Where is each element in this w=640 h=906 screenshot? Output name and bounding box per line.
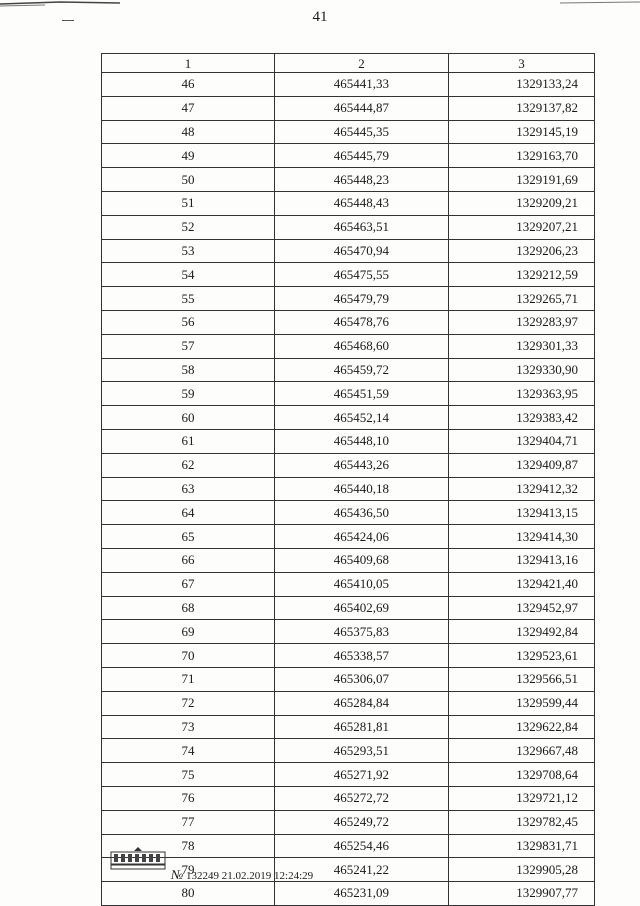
table-row — [102, 406, 595, 430]
point-number-cell: 53 — [102, 239, 275, 263]
column-header: 3 — [449, 54, 595, 73]
y-coordinate-cell: 1329207,21 — [449, 215, 595, 239]
point-number-cell: 52 — [102, 215, 275, 239]
stamp-text — [171, 867, 313, 883]
point-number-cell: 59 — [102, 382, 275, 406]
point-number-cell: 79 — [102, 858, 275, 882]
x-coordinate-cell: 465475,55 — [275, 263, 449, 287]
point-number-cell: 71 — [102, 667, 275, 691]
x-coordinate-cell: 465436,50 — [275, 501, 449, 525]
table-row — [102, 215, 595, 239]
x-coordinate-cell: 465410,05 — [275, 572, 449, 596]
y-coordinate-cell: 1329301,33 — [449, 334, 595, 358]
point-number-cell: 61 — [102, 429, 275, 453]
x-coordinate-cell: 465479,79 — [275, 287, 449, 311]
point-number-cell: 56 — [102, 310, 275, 334]
x-coordinate-cell: 465440,18 — [275, 477, 449, 501]
table-header-row — [102, 54, 595, 73]
x-coordinate-cell: 465424,06 — [275, 525, 449, 549]
y-coordinate-cell: 1329708,64 — [449, 763, 595, 787]
x-coordinate-cell: 465241,22 — [275, 858, 449, 882]
x-coordinate-cell: 465451,59 — [275, 382, 449, 406]
y-coordinate-cell: 1329599,44 — [449, 691, 595, 715]
point-number-cell: 48 — [102, 120, 275, 144]
x-coordinate-cell: 465272,72 — [275, 786, 449, 810]
y-coordinate-cell: 1329209,21 — [449, 191, 595, 215]
point-number-cell: 73 — [102, 715, 275, 739]
coordinates-table — [101, 53, 595, 906]
point-number-cell: 69 — [102, 620, 275, 644]
x-coordinate-cell: 465249,72 — [275, 810, 449, 834]
y-coordinate-cell: 1329721,12 — [449, 786, 595, 810]
table-row — [102, 810, 595, 834]
point-number-cell: 66 — [102, 548, 275, 572]
point-number-cell: 65 — [102, 525, 275, 549]
table-row — [102, 168, 595, 192]
number-sign: № — [171, 867, 184, 882]
column-header: 1 — [102, 54, 275, 73]
y-coordinate-cell: 1329409,87 — [449, 453, 595, 477]
table-row — [102, 263, 595, 287]
table-row — [102, 548, 595, 572]
x-coordinate-cell: 465443,26 — [275, 453, 449, 477]
point-number-cell: 75 — [102, 763, 275, 787]
y-coordinate-cell: 1329421,40 — [449, 572, 595, 596]
table-row — [102, 73, 595, 97]
point-number-cell: 50 — [102, 168, 275, 192]
y-coordinate-cell: 1329404,71 — [449, 429, 595, 453]
point-number-cell: 54 — [102, 263, 275, 287]
x-coordinate-cell: 465444,87 — [275, 96, 449, 120]
point-number-cell: 70 — [102, 644, 275, 668]
x-coordinate-cell: 465470,94 — [275, 239, 449, 263]
point-number-cell: 76 — [102, 786, 275, 810]
point-number-cell: 77 — [102, 810, 275, 834]
y-coordinate-cell: 1329905,28 — [449, 858, 595, 882]
y-coordinate-cell: 1329523,61 — [449, 644, 595, 668]
table-row — [102, 144, 595, 168]
table-row — [102, 287, 595, 311]
y-coordinate-cell: 1329412,32 — [449, 477, 595, 501]
point-number-cell: 63 — [102, 477, 275, 501]
table-row — [102, 429, 595, 453]
x-coordinate-cell: 465306,07 — [275, 667, 449, 691]
table-row — [102, 786, 595, 810]
x-coordinate-cell: 465445,79 — [275, 144, 449, 168]
page-number: 41 — [312, 9, 328, 25]
point-number-cell: 60 — [102, 406, 275, 430]
y-coordinate-cell: 1329265,71 — [449, 287, 595, 311]
point-number-cell: 67 — [102, 572, 275, 596]
x-coordinate-cell: 465402,69 — [275, 596, 449, 620]
y-coordinate-cell: 1329145,19 — [449, 120, 595, 144]
registry-seal-logo — [109, 845, 167, 871]
point-number-cell: 46 — [102, 73, 275, 97]
y-coordinate-cell: 1329622,84 — [449, 715, 595, 739]
point-number-cell: 68 — [102, 596, 275, 620]
table-row — [102, 120, 595, 144]
point-number-cell: 49 — [102, 144, 275, 168]
y-coordinate-cell: 1329566,51 — [449, 667, 595, 691]
table-row — [102, 763, 595, 787]
point-number-cell: 47 — [102, 96, 275, 120]
point-number-cell: 58 — [102, 358, 275, 382]
y-coordinate-cell: 1329782,45 — [449, 810, 595, 834]
x-coordinate-cell: 465468,60 — [275, 334, 449, 358]
x-coordinate-cell: 465231,09 — [275, 882, 449, 906]
point-number-cell: 80 — [102, 882, 275, 906]
y-coordinate-cell: 1329492,84 — [449, 620, 595, 644]
x-coordinate-cell: 465452,14 — [275, 406, 449, 430]
point-number-cell: 62 — [102, 453, 275, 477]
table-row — [102, 382, 595, 406]
x-coordinate-cell: 465284,84 — [275, 691, 449, 715]
table-row — [102, 667, 595, 691]
x-coordinate-cell: 465338,57 — [275, 644, 449, 668]
table-row — [102, 525, 595, 549]
table-row — [102, 715, 595, 739]
point-number-cell: 64 — [102, 501, 275, 525]
x-coordinate-cell: 465448,10 — [275, 429, 449, 453]
y-coordinate-cell: 1329667,48 — [449, 739, 595, 763]
y-coordinate-cell: 1329330,90 — [449, 358, 595, 382]
table-row — [102, 477, 595, 501]
y-coordinate-cell: 1329163,70 — [449, 144, 595, 168]
point-number-cell: 72 — [102, 691, 275, 715]
y-coordinate-cell: 1329907,77 — [449, 882, 595, 906]
table-row — [102, 644, 595, 668]
y-coordinate-cell: 1329383,42 — [449, 406, 595, 430]
x-coordinate-cell: 465478,76 — [275, 310, 449, 334]
y-coordinate-cell: 1329413,16 — [449, 548, 595, 572]
x-coordinate-cell: 465281,81 — [275, 715, 449, 739]
y-coordinate-cell: 1329133,24 — [449, 73, 595, 97]
x-coordinate-cell: 465445,35 — [275, 120, 449, 144]
y-coordinate-cell: 1329414,30 — [449, 525, 595, 549]
scan-dash-mark — [62, 20, 74, 21]
y-coordinate-cell: 1329831,71 — [449, 834, 595, 858]
registration-stamp — [109, 845, 369, 885]
table-row — [102, 96, 595, 120]
x-coordinate-cell: 465441,33 — [275, 73, 449, 97]
table-row — [102, 358, 595, 382]
column-header: 2 — [275, 54, 449, 73]
x-coordinate-cell: 465463,51 — [275, 215, 449, 239]
x-coordinate-cell: 465271,92 — [275, 763, 449, 787]
table-row — [102, 334, 595, 358]
y-coordinate-cell: 1329452,97 — [449, 596, 595, 620]
y-coordinate-cell: 1329191,69 — [449, 168, 595, 192]
x-coordinate-cell: 465448,23 — [275, 168, 449, 192]
table-row — [102, 882, 595, 906]
x-coordinate-cell: 465459,72 — [275, 358, 449, 382]
table-row — [102, 572, 595, 596]
table-row — [102, 239, 595, 263]
point-number-cell: 78 — [102, 834, 275, 858]
y-coordinate-cell: 1329363,95 — [449, 382, 595, 406]
y-coordinate-cell: 1329212,59 — [449, 263, 595, 287]
table-row — [102, 453, 595, 477]
x-coordinate-cell: 465254,46 — [275, 834, 449, 858]
table-row — [102, 501, 595, 525]
point-number-cell: 57 — [102, 334, 275, 358]
x-coordinate-cell: 465293,51 — [275, 739, 449, 763]
y-coordinate-cell: 1329283,97 — [449, 310, 595, 334]
y-coordinate-cell: 1329137,82 — [449, 96, 595, 120]
stamp-number-date: 132249 21.02.2019 12:24:29 — [186, 870, 314, 882]
point-number-cell: 55 — [102, 287, 275, 311]
y-coordinate-cell: 1329413,15 — [449, 501, 595, 525]
table-row — [102, 691, 595, 715]
table-row — [102, 310, 595, 334]
x-coordinate-cell: 465448,43 — [275, 191, 449, 215]
point-number-cell: 51 — [102, 191, 275, 215]
table-row — [102, 596, 595, 620]
point-number-cell: 74 — [102, 739, 275, 763]
x-coordinate-cell: 465375,83 — [275, 620, 449, 644]
table-row — [102, 191, 595, 215]
table-row — [102, 739, 595, 763]
table-row — [102, 620, 595, 644]
x-coordinate-cell: 465409,68 — [275, 548, 449, 572]
y-coordinate-cell: 1329206,23 — [449, 239, 595, 263]
